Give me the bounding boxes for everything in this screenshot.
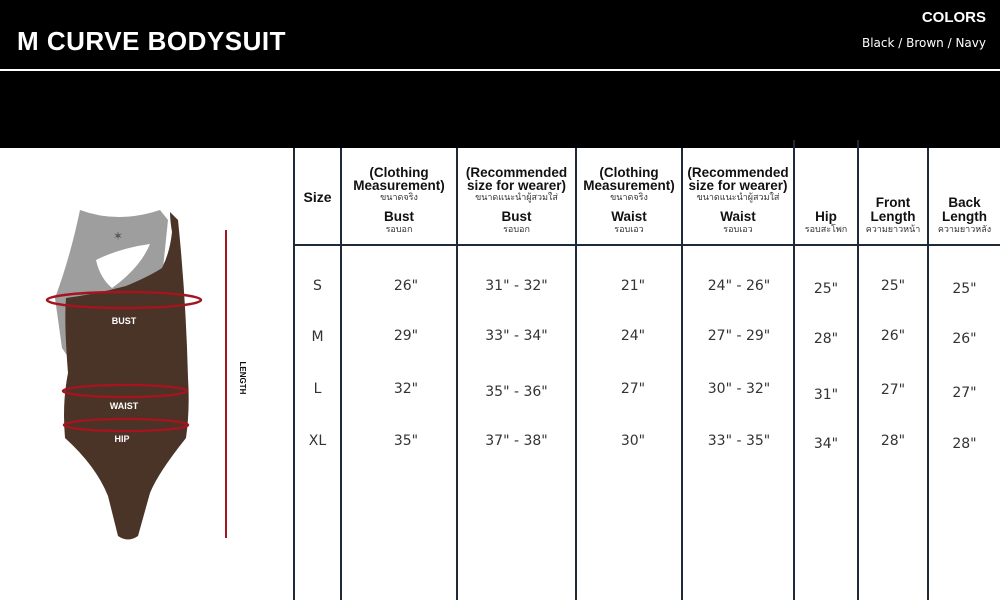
bust-label: BUST [111, 316, 137, 326]
header-bottom-rule [293, 244, 1000, 246]
table-cell: 26" [880, 328, 906, 344]
column-label-thai: รอบเอว [723, 225, 753, 235]
column-note-thai: ขนาดแนะนำผู้สวมใส่ [696, 193, 780, 203]
column-label-thai: รอบเอว [614, 225, 644, 235]
colors-value: Black / Brown / Navy [861, 36, 986, 50]
table-cell: 27" [952, 385, 977, 401]
column-note: (Clothing Measurement) [353, 165, 445, 193]
column-label: Back Length [942, 195, 987, 224]
table-cell: 27" - 29" [707, 328, 771, 344]
header-divider [0, 69, 1000, 71]
size-cell: L [313, 381, 322, 397]
page-header [0, 0, 1000, 148]
size-cell: S [313, 278, 322, 294]
table-cell: 26" [393, 278, 419, 294]
column-header-bust-clothing [342, 150, 456, 244]
table-cell: 30" [620, 433, 646, 449]
table-cell: 35" [393, 433, 419, 449]
column-label: Waist [611, 209, 647, 224]
column-label-thai: ความยาวหลัง [937, 225, 992, 235]
table-cell: 31" [813, 387, 839, 403]
column-label-thai: ความยาวหน้า [865, 225, 921, 235]
column-label: Bust [501, 209, 532, 224]
column-label: Bust [384, 209, 414, 224]
colors-label: COLORS [921, 9, 986, 26]
table-cell: 21" [620, 278, 646, 294]
table-cell: 27" [880, 382, 906, 398]
length-label: LENGTH [238, 361, 247, 395]
table-cell: 28" [952, 436, 977, 452]
table-cell: 33" - 34" [485, 328, 548, 344]
table-cell: 27" [620, 381, 646, 397]
column-label-thai: รอบอก [503, 225, 530, 235]
column-header-hip [795, 150, 857, 244]
size-cell: XL [308, 433, 327, 449]
hip-label: HIP [114, 434, 130, 444]
garment-figure [0, 148, 292, 600]
table-cell: 30" - 32" [707, 381, 771, 397]
column-label: Waist [720, 209, 756, 224]
column-label: Front Length [870, 195, 916, 224]
column-header-back-length [929, 150, 1000, 244]
waist-label: WAIST [109, 401, 139, 411]
column-label-thai: รอบสะโพก [804, 225, 848, 235]
table-cell: 34" [813, 436, 839, 452]
table-cell: 35" - 36" [485, 384, 548, 400]
column-note: (Clothing Measurement) [583, 165, 675, 193]
table-cell: 25" [952, 281, 977, 297]
column-header-bust-recommended [458, 150, 575, 244]
table-cell: 25" [880, 278, 906, 294]
column-label-thai: รอบอก [385, 225, 413, 235]
column-header-front-length [859, 150, 927, 244]
table-cell: 28" [880, 433, 906, 449]
size-column-header: Size [303, 189, 332, 205]
column-label: Hip [815, 209, 837, 224]
table-cell: 25" [813, 281, 839, 297]
table-cell: 24" - 26" [707, 278, 771, 294]
table-cell: 26" [952, 331, 977, 347]
table-cell: 28" [813, 331, 839, 347]
table-cell: 32" [393, 381, 419, 397]
table-cell: 33" - 35" [707, 433, 771, 449]
table-cell: 31" - 32" [485, 278, 548, 294]
table-cell: 24" [620, 328, 646, 344]
table-cell: 29" [393, 328, 419, 344]
column-header-waist-recommended [683, 150, 793, 244]
column-note-thai: ขนาดจริง [380, 193, 418, 203]
column-note: (Recommended size for wearer) [465, 165, 568, 193]
column-note: (Recommended size for wearer) [687, 165, 789, 193]
column-note-thai: ขนาดแนะนำผู้สวมใส่ [475, 193, 558, 203]
size-cell: M [311, 329, 324, 345]
table-cell: 37" - 38" [485, 433, 548, 449]
column-note-thai: ขนาดจริง [610, 193, 648, 203]
bodysuit-illustration [0, 148, 292, 600]
column-header-waist-clothing [577, 150, 681, 244]
star-logo-icon: ✶ [112, 229, 124, 243]
page-title: M CURVE BODYSUIT [17, 26, 286, 56]
